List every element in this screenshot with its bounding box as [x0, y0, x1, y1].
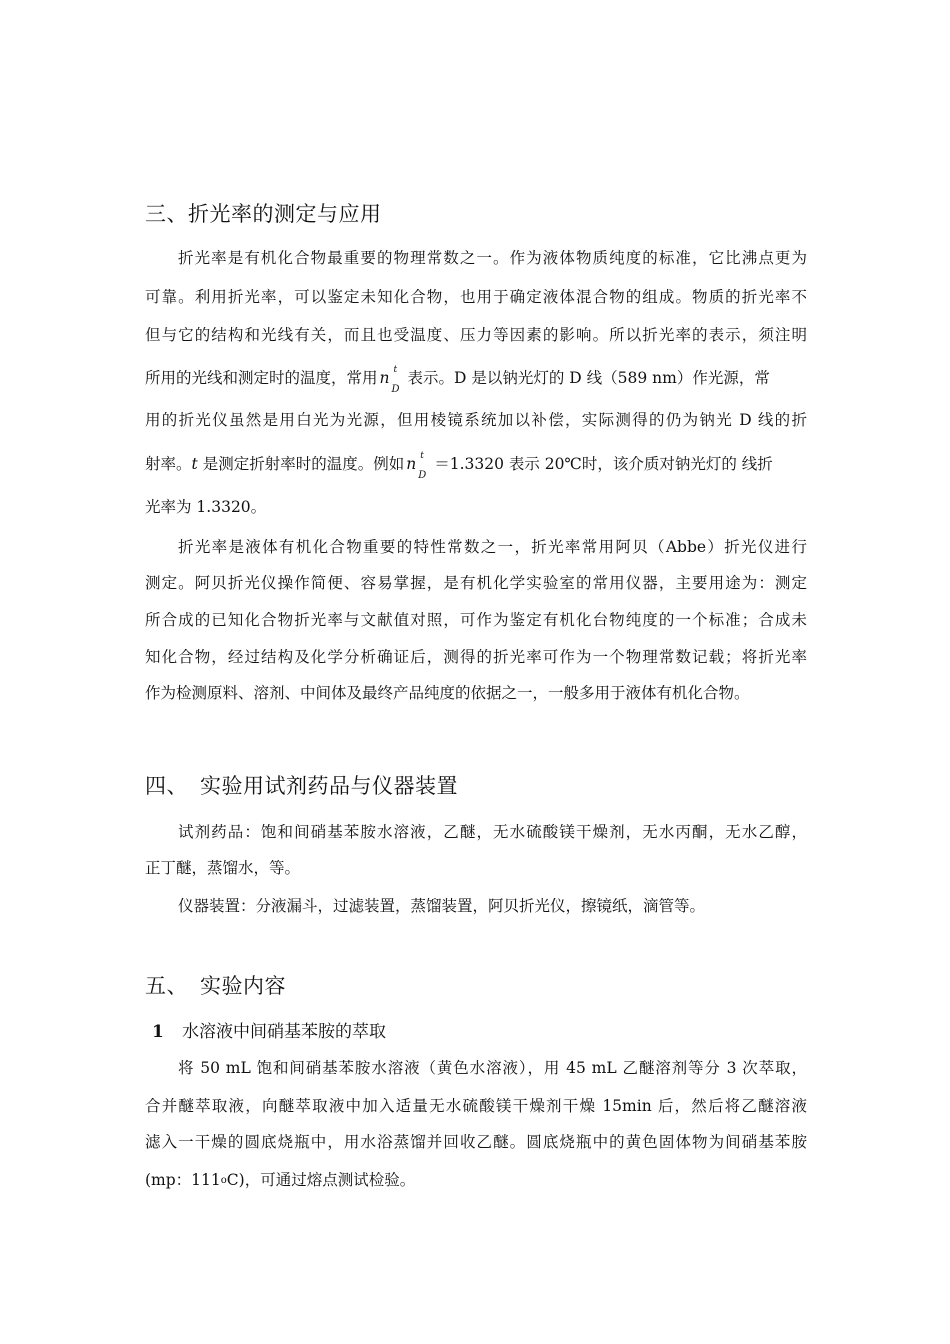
paragraph-line: [145, 1170, 807, 1191]
paragraph-line: 将 50 mL 饱和间硝基苯胺水溶液（黄色水溶液），用 45 mL 乙醚溶剂等分 3 次萃取，: [178, 1059, 807, 1077]
section-title: 实验内容: [200, 974, 286, 998]
paragraph-line: 测定。阿贝折光仪操作简便、容易掌握，是有机化学实验室的常用仪器，主要用途为：测定: [145, 574, 807, 592]
paragraph-line: 但与它的结构和光线有关，而且也受温度、压力等因素的影响。所以折光率的表示，须注明: [145, 326, 807, 344]
symbol-superscript-t: t: [393, 365, 398, 375]
text-segment: ＝1.3320 表示 20℃时，该介质对钠光灯的 线折: [434, 455, 773, 473]
section-number: 四、: [145, 774, 188, 798]
subsection-number: 1: [152, 1022, 164, 1042]
paragraph-line: 可靠。利用折光率，可以鉴定未知化合物，也用于确定液体混合物的组成。物质的折光率不: [145, 288, 807, 306]
paragraph-line: 仪器装置：分液漏斗，过滤装置，蒸馏装置，阿贝折光仪，擦镜纸，滴管等。: [178, 897, 706, 915]
symbol-superscript-t: t: [420, 451, 424, 461]
paragraph-line: 知化合物，经过结构及化学分析确证后，测得的折光率可作为一个物理常数记载；将折光率: [145, 648, 807, 666]
text-segment: 表示。D 是以钠光灯的 D 线（589 nm）作光源，常: [407, 369, 770, 387]
section-3-heading: 三、折光率的测定与应用: [145, 202, 382, 226]
symbol-n: n: [379, 369, 390, 387]
paragraph-line-with-symbol: [145, 451, 807, 481]
symbol-n: n: [406, 455, 417, 473]
section-5-heading: [145, 970, 286, 1000]
paragraph-line-with-symbol: [145, 365, 807, 395]
paragraph-line: 折光率是液体有机化合物重要的特性常数之一，折光率常用阿贝（Abbe）折光仪进行: [178, 538, 807, 556]
refractive-index-symbol: [404, 451, 434, 481]
paragraph-line: 折光率是有机化合物最重要的物理常数之一。作为液体物质纯度的标准，它比沸点更为: [178, 249, 807, 267]
text-segment: 射率。: [145, 455, 192, 473]
paragraph-line: 合并醚萃取液，向醚萃取液中加入适量无水硫酸镁干燥剂干燥 15min 后，然后将乙醚溶液: [145, 1097, 807, 1115]
text-segment: 所用的光线和测定时的温度，常用: [145, 369, 378, 387]
section-number: 五、: [145, 974, 188, 998]
text-segment: (mp：111: [145, 1171, 221, 1189]
degree-mark: o: [220, 1175, 227, 1186]
section-title: 实验用试剂药品与仪器装置: [200, 774, 458, 798]
text-segment: 是测定折射率时的温度。例如: [202, 455, 405, 473]
symbol-subscript-d: D: [418, 470, 427, 481]
paragraph-line: 所合成的已知化合物折光率与文献值对照，可作为鉴定有机化台物纯度的一个标准；合成未: [145, 611, 807, 629]
paragraph-line: 光率为 1.3320。: [145, 498, 267, 516]
subsection-title: 水溶液中间硝基苯胺的萃取: [182, 1022, 386, 1042]
variable-t: t: [191, 455, 198, 473]
paragraph-line: 滤入一干燥的圆底烧瓶中，用水浴蒸馏并回收乙醚。圆底烧瓶中的黄色固体物为间硝基苯胺: [145, 1133, 807, 1151]
subsection-heading: [152, 1017, 386, 1042]
paragraph-line: 正丁醚，蒸馏水，等。: [145, 859, 301, 877]
paragraph-line: 试剂药品：饱和间硝基苯胺水溶液，乙醚，无水硫酸镁干燥剂，无水丙酮，无水乙醇，: [178, 823, 807, 841]
text-segment: C)，可通过熔点测试检验。: [226, 1171, 416, 1189]
paragraph-line: 作为检测原料、溶剂、中间体及最终产品纯度的依据之一，一般多用于液体有机化合物。: [145, 684, 750, 702]
refractive-index-symbol: [378, 365, 408, 395]
section-4-heading: [145, 770, 458, 800]
paragraph-line: 用的折光仪虽然是用白光为光源，但用棱镜系统加以补偿，实际测得的仍为钠光 D 线的折: [145, 411, 807, 429]
symbol-subscript-d: D: [391, 384, 400, 395]
